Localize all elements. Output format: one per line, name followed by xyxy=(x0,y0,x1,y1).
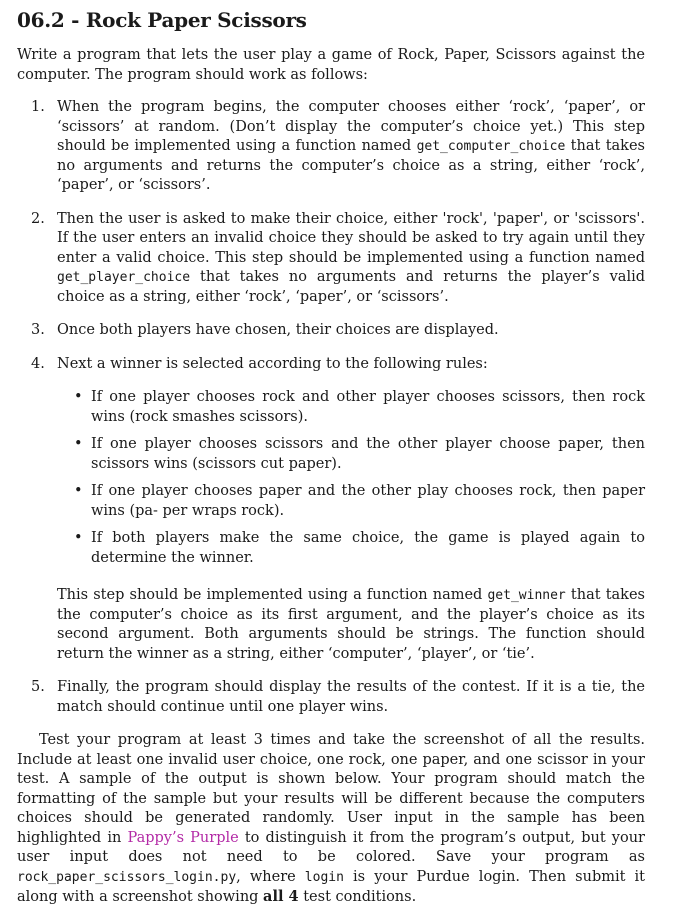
step-number: 5. xyxy=(31,679,45,695)
step-text: When the program begins, the computer chooses either ‘rock’, ‘paper’, or ‘scissors’ at random. (Don’t display the computer’s choice yet.) This step should be implemented using a function named get_computer_choice that takes no arguments and returns the computer’s choice as a string, either ‘rock’, ‘paper’, or ‘scissors’. xyxy=(57,99,645,193)
step-text: Then the user is asked to make their choice, either 'rock', 'paper', or 'scissors'. If the user enters an invalid choice they should be asked to try again until they enter a valid choice. This step should be implemented using a function named get_player_choice that takes no arguments and returns the player’s valid choice as a string, either ‘rock’, ‘paper’, or ‘scissors’. xyxy=(57,210,645,305)
step-item-2 xyxy=(17,210,645,308)
step-text: Once both players have chosen, their choices are displayed. xyxy=(57,322,499,338)
bullet-icon: • xyxy=(74,436,83,452)
rule-item: • If one player chooses rock and other player chooses scissors, then rock wins (rock smashes scissors). xyxy=(74,389,645,425)
login-code: login xyxy=(304,869,344,885)
function-name-code: get_winner xyxy=(487,588,566,603)
step-item-4 xyxy=(17,355,645,665)
closing-paragraph: Test your program at least 3 times and take the screenshot of all the results. Include at least one invalid user choice, one rock, one paper, and one scissor in your test. A sample of the output is shown below. Your program should match the formatting of the sample but your results will be different because the computers choices should be generated randomly. User input in the sample has been highlighted in Pappy’s Purple to distinguish it from the program’s output, but your user input does not need to be colored. Save your program as rock_paper_scissors_login.py, where login is your Purdue login. Then submit it along with a screenshot showing all 4 test conditions. xyxy=(17,732,645,905)
function-name-code: get_computer_choice xyxy=(416,139,566,154)
rules-list xyxy=(57,388,645,568)
step-4-followup-text: This step should be implemented using a function named get_winner that takes the computer’s choice as its first argument, and the player’s choice as its second argument. Both arguments should be strings. The function should return the winner as a string, either ‘computer’, ‘player’, or ‘tie’. xyxy=(57,587,645,662)
intro-paragraph: Write a program that lets the user play a game of Rock, Paper, Scissors against the computer. The program should work as follows: xyxy=(17,47,645,83)
step-number: 4. xyxy=(31,355,45,372)
rule-item: • If one player chooses paper and the other play chooses rock, then paper wins (pa- per wraps rock). xyxy=(74,483,645,519)
page-title: 06.2 - Rock Paper Scissors xyxy=(17,8,307,32)
step-number: 3. xyxy=(31,322,45,338)
step-item-1 xyxy=(17,98,645,196)
bullet-icon: • xyxy=(74,389,83,405)
step-item-5 xyxy=(17,678,645,717)
step-number: 2. xyxy=(31,210,45,227)
rule-item: • If both players make the same choice, the game is played again to determine the winner. xyxy=(74,530,645,566)
bold-emphasis: all 4 xyxy=(263,888,299,905)
rule-item: • If one player chooses scissors and the other player choose paper, then scissors wins (scissors cut paper). xyxy=(74,436,645,472)
step-item-3 xyxy=(17,321,645,341)
step-number: 1. xyxy=(31,99,45,115)
pappys-purple-text: Pappy’s Purple xyxy=(127,829,239,846)
steps-list xyxy=(17,98,645,717)
function-name-code: get_player_choice xyxy=(57,270,191,285)
bullet-icon: • xyxy=(74,483,83,499)
document-page xyxy=(17,8,645,908)
step-text: Next a winner is selected according to the following rules: xyxy=(57,355,488,372)
filename-code: rock_paper_scissors_login.py xyxy=(17,869,237,885)
step-text: Finally, the program should display the results of the contest. If it is a tie, the match should continue until one player wins. xyxy=(57,679,645,715)
bullet-icon: • xyxy=(74,530,83,546)
